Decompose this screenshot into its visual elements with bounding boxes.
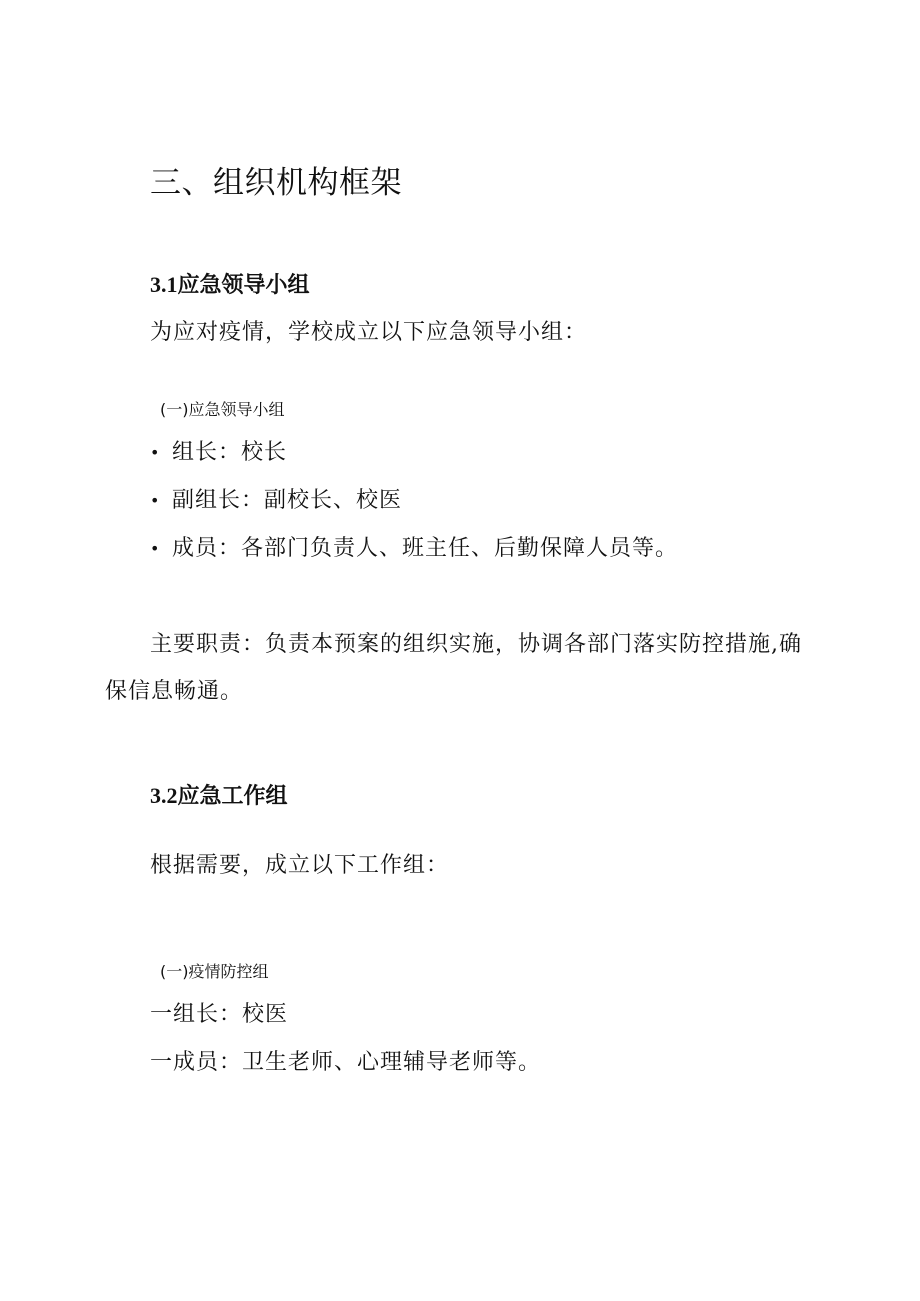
- list-item-text: 组长：校长: [172, 440, 288, 465]
- bullet-icon: •: [150, 539, 161, 559]
- section-title: 三、组织机构框架: [150, 165, 402, 201]
- duties-paragraph: 主要职责：负责本预案的组织实施，协调各部门落实防控措施,确保信息畅通。: [105, 632, 802, 704]
- subsection-title: 应急工作组: [177, 784, 288, 809]
- list-item-text: 副组长：副校长、校医: [172, 488, 403, 513]
- list-item: 一组长：校医: [150, 1002, 289, 1027]
- subsection-title: 应急领导小组: [177, 273, 310, 298]
- intro-paragraph: 为应对疫情，学校成立以下应急领导小组：: [150, 320, 588, 345]
- list-item: [150, 536, 678, 562]
- subsection-heading-3-1: [150, 272, 310, 299]
- list-item: [150, 440, 287, 466]
- list-item: [150, 488, 402, 514]
- bullet-icon: •: [150, 491, 161, 511]
- subsection-heading-3-2: [150, 783, 288, 810]
- list-item: 一成员：卫生老师、心理辅导老师等。: [150, 1050, 542, 1075]
- subsection-number: 3.1: [150, 272, 178, 297]
- list-item-text: 成员：各部门负责人、班主任、后勤保障人员等。: [172, 536, 679, 561]
- group-subtitle: (一)应急领导小组: [160, 400, 285, 419]
- group-subtitle: (一)疫情防控组: [160, 962, 269, 981]
- intro-paragraph: 根据需要，成立以下工作组：: [150, 853, 450, 878]
- subsection-number: 3.2: [150, 783, 178, 808]
- bullet-icon: •: [150, 443, 161, 463]
